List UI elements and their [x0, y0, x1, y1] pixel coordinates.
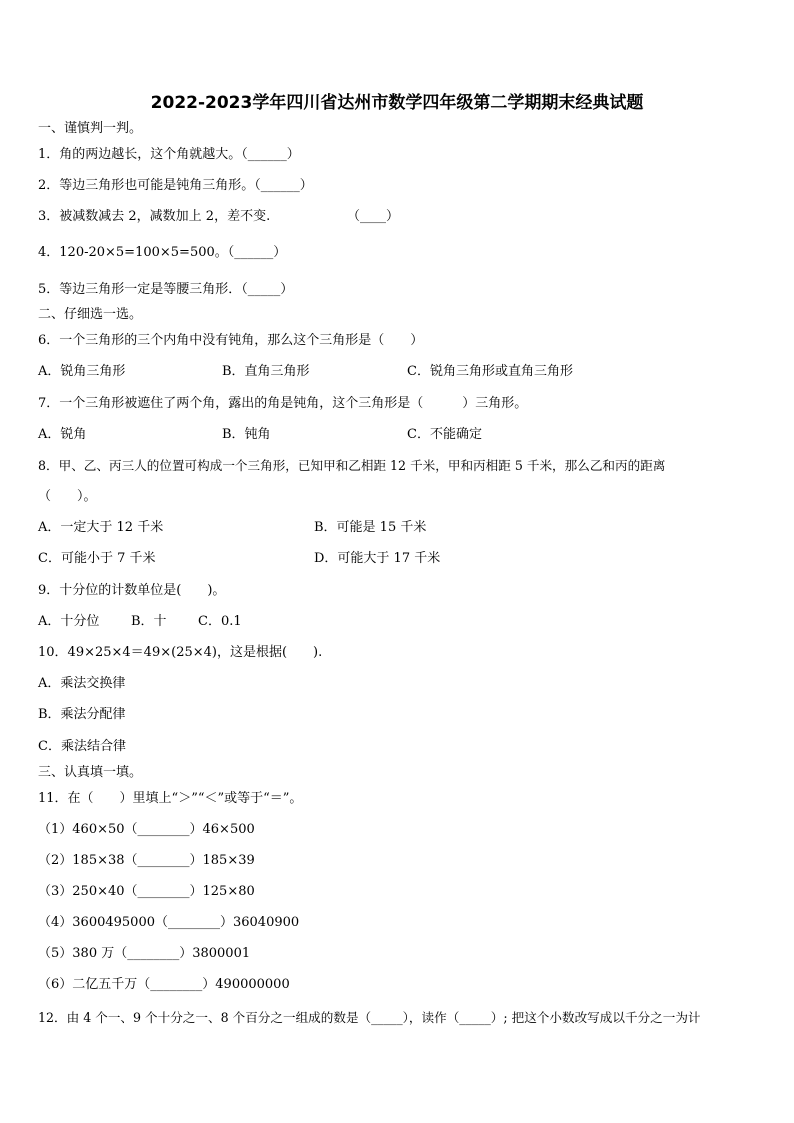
question-8-option-b: B．可能是 15 千米	[314, 520, 427, 535]
question-5: 5．等边三角形一定是等腰三角形．（_____）	[38, 282, 294, 297]
question-10: 10．49×25×4＝49×(25×4)，这是根据( ).	[38, 645, 323, 660]
question-10-option-a: A．乘法交换律	[38, 676, 126, 691]
question-9: 9．十分位的计数单位是( )。	[38, 583, 226, 598]
question-6-option-a: A．锐角三角形	[38, 364, 126, 379]
question-8-option-c: C．可能小于 7 千米	[38, 551, 156, 566]
question-11: 11．在（ ）里填上“＞”“＜”或等于“＝”。	[38, 791, 303, 806]
question-10-option-c: C．乘法结合律	[38, 739, 126, 754]
section-heading-judge: 一、谨慎判一判。	[38, 121, 143, 136]
question-9-option-c: C．0.1	[198, 614, 242, 629]
question-7-option-b: B．钝角	[222, 427, 271, 442]
question-2: 2．等边三角形也可能是钝角三角形。（______）	[38, 178, 313, 193]
question-11-item-6: （6）二亿五千万（________）490000000	[38, 977, 290, 992]
question-11-item-5: （5）380 万（________）3800001	[38, 946, 251, 961]
question-6-option-c: C．锐角三角形或直角三角形	[407, 364, 573, 379]
question-11-item-3: （3）250×40（________）125×80	[38, 884, 255, 899]
question-11-item-2: （2）185×38（________）185×39	[38, 853, 255, 868]
question-8-option-d: D．可能大于 17 千米	[314, 551, 441, 566]
question-4: 4．120-20×5=100×5=500。（______）	[38, 245, 287, 260]
question-3-text: 3．被减数减去 2，减数加上 2，差不变.	[38, 209, 271, 224]
question-8-blank: （ ）。	[38, 489, 97, 504]
question-7: 7．一个三角形被遮住了两个角，露出的角是钝角，这个三角形是（ ）三角形。	[38, 396, 528, 411]
question-6: 6．一个三角形的三个内角中没有钝角，那么这个三角形是（ ）	[38, 333, 424, 348]
question-8-option-a: A．一定大于 12 千米	[38, 520, 164, 535]
question-10-option-b: B．乘法分配律	[38, 707, 126, 722]
section-heading-choose: 二、仔细选一选。	[38, 307, 143, 322]
question-12: 12．由 4 个一、9 个十分之一、8 个百分之一组成的数是（_____），读作（_____）; 把这个小数改写成以千分之一为计	[38, 1010, 701, 1025]
question-7-option-a: A．锐角	[38, 427, 87, 442]
question-11-item-4: （4）3600495000（________）36040900	[38, 915, 300, 930]
question-9-option-a: A．十分位	[38, 614, 100, 629]
section-heading-fill: 三、认真填一填。	[38, 765, 143, 780]
question-8: 8．甲、乙、丙三人的位置可构成一个三角形，已知甲和乙相距 12 千米，甲和丙相距 5 千米，那么乙和丙的距离	[38, 458, 666, 473]
question-3-blank: （____）	[347, 209, 400, 224]
question-9-option-b: B．十	[131, 614, 167, 629]
page-title: 2022-2023学年四川省达州市数学四年级第二学期期末经典试题	[150, 93, 644, 113]
question-1: 1．角的两边越长，这个角就越大。（______）	[38, 147, 300, 162]
question-11-item-1: （1）460×50（________）46×500	[38, 822, 255, 837]
question-7-option-c: C．不能确定	[407, 427, 482, 442]
question-3	[38, 209, 270, 225]
question-6-option-b: B．直角三角形	[222, 364, 310, 379]
